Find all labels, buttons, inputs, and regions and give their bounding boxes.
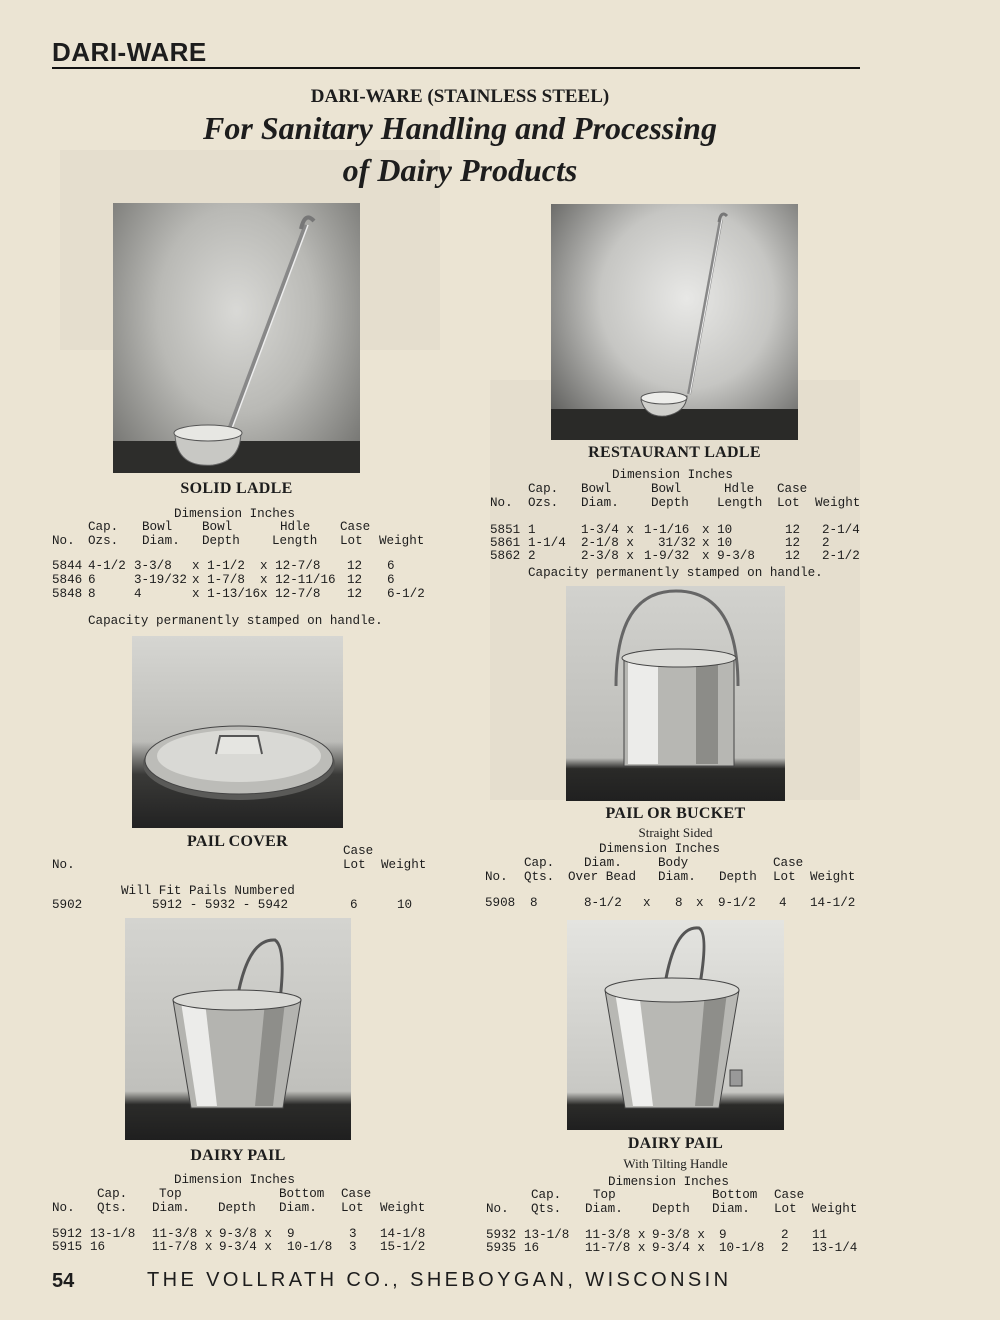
dairy-pail-group-label: Dimension Inches bbox=[174, 1173, 295, 1187]
cell-fits: 5912 - 5932 - 5942 bbox=[152, 898, 289, 912]
header-depth: Depth bbox=[218, 1201, 256, 1215]
header-ozs: Ozs. bbox=[528, 496, 559, 510]
cell-depth: x 1-1/2 bbox=[192, 559, 245, 573]
header-body: Body bbox=[658, 856, 689, 870]
cell-weight: 6 bbox=[387, 559, 395, 573]
cell-diam: 2-1/8 x bbox=[581, 536, 634, 550]
cell-diam: 4 bbox=[134, 587, 142, 601]
header-lot: Lot bbox=[777, 496, 800, 510]
cell-weight: 15-1/2 bbox=[380, 1240, 426, 1254]
cell-length: x 10 bbox=[702, 523, 733, 537]
cell-weight: 2-1/4 bbox=[822, 523, 860, 537]
cell-depth: 9-3/8 x bbox=[652, 1228, 705, 1242]
bucket-icon bbox=[566, 586, 785, 801]
header-top: Top bbox=[593, 1188, 616, 1202]
cell-case: 12 bbox=[347, 587, 363, 601]
cell-cap: 1-1/4 bbox=[528, 536, 566, 550]
footer-company: THE VOLLRATH CO., SHEBOYGAN, WISCONSIN bbox=[147, 1269, 732, 1291]
cell-top: 11-3/8 x bbox=[152, 1227, 213, 1241]
cell-no: 5915 bbox=[52, 1240, 83, 1254]
solid-ladle-photo bbox=[113, 203, 360, 473]
header-no: No. bbox=[52, 1201, 75, 1215]
pail-cover-fit-note: Will Fit Pails Numbered bbox=[121, 884, 295, 898]
solid-ladle-header-case: Case bbox=[340, 520, 371, 534]
section-header: DARI-WARE bbox=[52, 37, 207, 67]
cell-top: 11-7/8 x bbox=[152, 1240, 213, 1254]
solid-ladle-header-depth: Depth bbox=[202, 534, 240, 548]
solid-ladle-note: Capacity permanently stamped on handle. bbox=[88, 614, 383, 628]
cell-no: 5912 bbox=[52, 1227, 83, 1241]
cell-no: 5846 bbox=[52, 573, 83, 587]
script-title-line2: of Dairy Products bbox=[342, 152, 578, 188]
header-qts: Qts. bbox=[531, 1202, 562, 1216]
dairy-pail-tilting-subtitle: With Tilting Handle bbox=[623, 1156, 728, 1171]
cell-diam: 3-3/8 bbox=[134, 559, 172, 573]
pail-cover-header-case: Case bbox=[343, 844, 374, 858]
cell-case: 2 bbox=[781, 1241, 789, 1255]
ladle-icon bbox=[551, 204, 798, 440]
ladle-icon bbox=[113, 203, 360, 473]
cell-case: 12 bbox=[347, 573, 363, 587]
solid-ladle-group-label: Dimension Inches bbox=[174, 507, 295, 521]
header-lot: Lot bbox=[773, 870, 796, 884]
cell-no: 5908 bbox=[485, 896, 516, 910]
cell-length: x 12-7/8 bbox=[260, 587, 321, 601]
cell-depth: 9-1/2 bbox=[718, 896, 756, 910]
cell-cap: 13-1/8 bbox=[90, 1227, 136, 1241]
dairy-pail-tilting-photo bbox=[567, 920, 784, 1130]
cell-weight: 14-1/2 bbox=[810, 896, 856, 910]
cell-cap: 8 bbox=[88, 587, 96, 601]
cell-cap: 4-1/2 bbox=[88, 559, 126, 573]
cell-length: x 12-11/16 bbox=[260, 573, 336, 587]
cell-weight: 11 bbox=[812, 1228, 828, 1242]
cell-depth: 1-1/16 bbox=[644, 523, 690, 537]
pail-icon bbox=[125, 918, 351, 1140]
pail-bucket-photo bbox=[566, 586, 785, 801]
cell-depth: 9-3/8 x bbox=[219, 1227, 272, 1241]
cell-case: 12 bbox=[785, 536, 801, 550]
cell-no: 5851 bbox=[490, 523, 521, 537]
header-top-diam: Diam. bbox=[152, 1201, 190, 1215]
cell-weight: 10 bbox=[397, 898, 413, 912]
solid-ladle-header-bowl2: Bowl bbox=[202, 520, 233, 534]
cell-body: 8 bbox=[675, 896, 683, 910]
pail-cover-header-lot: Lot bbox=[343, 858, 366, 872]
pail-cover-title: PAIL COVER bbox=[187, 833, 288, 850]
cell-cap: 8 bbox=[530, 896, 538, 910]
pail-cover-photo bbox=[132, 636, 343, 828]
header-length: Length bbox=[717, 496, 763, 510]
header-case: Case bbox=[777, 482, 808, 496]
dairy-pail-photo bbox=[125, 918, 351, 1140]
header-depth: Depth bbox=[652, 1202, 690, 1216]
lid-icon bbox=[132, 636, 343, 828]
header-top: Top bbox=[159, 1187, 182, 1201]
header-lot: Lot bbox=[341, 1201, 364, 1215]
solid-ladle-header-diam: Diam. bbox=[142, 534, 180, 548]
pail-cover-header-weight: Weight bbox=[381, 858, 427, 872]
solid-ladle-header-length: Length bbox=[272, 534, 318, 548]
cell-case: 6 bbox=[350, 898, 358, 912]
pail-bucket-title: PAIL OR BUCKET bbox=[605, 805, 746, 822]
header-depth: Depth bbox=[651, 496, 689, 510]
header-bottom: Bottom bbox=[279, 1187, 325, 1201]
header-depth: Depth bbox=[719, 870, 757, 884]
restaurant-ladle-photo bbox=[551, 204, 798, 440]
header-bottom: Bottom bbox=[712, 1188, 758, 1202]
cell-case: 2 bbox=[781, 1228, 789, 1242]
dairy-pail-tilting-title: DAIRY PAIL bbox=[627, 1135, 724, 1152]
header-body-diam: Diam. bbox=[658, 870, 696, 884]
solid-ladle-title: SOLID LADLE bbox=[180, 480, 293, 497]
cell-weight: 6-1/2 bbox=[387, 587, 425, 601]
page-title: DARI-WARE (STAINLESS STEEL) bbox=[310, 86, 610, 107]
cell-x: x bbox=[696, 896, 704, 910]
dairy-pail-tilting-group-label: Dimension Inches bbox=[608, 1175, 729, 1189]
cell-bottom: 10-1/8 bbox=[719, 1241, 765, 1255]
cell-case: 12 bbox=[785, 523, 801, 537]
solid-ladle-header-bowl: Bowl bbox=[142, 520, 173, 534]
cell-cap: 16 bbox=[524, 1241, 540, 1255]
pail-bucket-group-label: Dimension Inches bbox=[599, 842, 720, 856]
header-no: No. bbox=[485, 870, 508, 884]
header-bowl: Bowl bbox=[581, 482, 612, 496]
pail-cover-header-no: No. bbox=[52, 858, 75, 872]
header-cap: Cap. bbox=[524, 856, 555, 870]
cell-top: 11-7/8 x bbox=[585, 1241, 646, 1255]
cell-weight: 6 bbox=[387, 573, 395, 587]
solid-ladle-header-ozs: Ozs. bbox=[88, 534, 119, 548]
cell-case: 3 bbox=[349, 1227, 357, 1241]
header-over-bead: Over Bead bbox=[568, 870, 637, 884]
cell-case: 4 bbox=[779, 896, 787, 910]
cell-no: 5861 bbox=[490, 536, 521, 550]
cell-diam: 1-3/4 x bbox=[581, 523, 634, 537]
cell-no: 5935 bbox=[486, 1241, 517, 1255]
header-bottom-diam: Diam. bbox=[712, 1202, 750, 1216]
solid-ladle-header-no: No. bbox=[52, 534, 75, 548]
header-qts: Qts. bbox=[524, 870, 555, 884]
header-case: Case bbox=[341, 1187, 372, 1201]
cell-diam: 2-3/8 x bbox=[581, 549, 634, 563]
cell-cap: 1 bbox=[528, 523, 536, 537]
cell-no: 5848 bbox=[52, 587, 83, 601]
cell-cap: 6 bbox=[88, 573, 96, 587]
header-no: No. bbox=[490, 496, 513, 510]
cell-weight: 14-1/8 bbox=[380, 1227, 426, 1241]
cell-weight: 13-1/4 bbox=[812, 1241, 858, 1255]
cell-depth: 1-9/32 bbox=[644, 549, 690, 563]
cell-depth: x 1-7/8 bbox=[192, 573, 245, 587]
header-cap: Cap. bbox=[531, 1188, 562, 1202]
header-case: Case bbox=[773, 856, 804, 870]
solid-ladle-header-hdle: Hdle bbox=[280, 520, 311, 534]
header-hdle: Hdle bbox=[724, 482, 755, 496]
cell-depth: 31/32 bbox=[658, 536, 696, 550]
header-cap: Cap. bbox=[528, 482, 559, 496]
restaurant-ladle-note: Capacity permanently stamped on handle. bbox=[528, 566, 823, 580]
header-diam: Diam. bbox=[581, 496, 619, 510]
header-bottom-diam: Diam. bbox=[279, 1201, 317, 1215]
solid-ladle-header-lot: Lot bbox=[340, 534, 363, 548]
header-no: No. bbox=[486, 1202, 509, 1216]
header-weight: Weight bbox=[380, 1201, 426, 1215]
cell-cap: 16 bbox=[90, 1240, 106, 1254]
cell-depth: x 1-13/16 bbox=[192, 587, 261, 601]
cell-diam: 8-1/2 bbox=[584, 896, 622, 910]
cell-no: 5932 bbox=[486, 1228, 517, 1242]
header-weight: Weight bbox=[815, 496, 861, 510]
cell-cap: 13-1/8 bbox=[524, 1228, 570, 1242]
restaurant-ladle-title: RESTAURANT LADLE bbox=[588, 444, 761, 461]
cell-top: 11-3/8 x bbox=[585, 1228, 646, 1242]
header-lot: Lot bbox=[774, 1202, 797, 1216]
cell-length: x 10 bbox=[702, 536, 733, 550]
header-diam: Diam. bbox=[584, 856, 622, 870]
cell-case: 3 bbox=[349, 1240, 357, 1254]
cell-no: 5862 bbox=[490, 549, 521, 563]
script-title-line1: For Sanitary Handling and Processing bbox=[203, 110, 717, 146]
cell-weight: 2-1/2 bbox=[822, 549, 860, 563]
solid-ladle-header-weight: Weight bbox=[379, 534, 425, 548]
cell-length: x 12-7/8 bbox=[260, 559, 321, 573]
header-weight: Weight bbox=[810, 870, 856, 884]
cell-depth: 9-3/4 x bbox=[652, 1241, 705, 1255]
header-top-diam: Diam. bbox=[585, 1202, 623, 1216]
cell-case: 12 bbox=[785, 549, 801, 563]
header-case: Case bbox=[774, 1188, 805, 1202]
cell-no: 5844 bbox=[52, 559, 83, 573]
solid-ladle-header-cap: Cap. bbox=[88, 520, 119, 534]
cell-length: x 9-3/8 bbox=[702, 549, 755, 563]
cell-bottom: 10-1/8 bbox=[287, 1240, 333, 1254]
cell-cap: 2 bbox=[528, 549, 536, 563]
cell-diam: 3-19/32 bbox=[134, 573, 187, 587]
page-number: 54 bbox=[52, 1270, 75, 1292]
pail-bucket-subtitle: Straight Sided bbox=[638, 825, 713, 840]
pail-icon bbox=[567, 920, 784, 1130]
cell-case: 12 bbox=[347, 559, 363, 573]
header-cap: Cap. bbox=[97, 1187, 128, 1201]
cell-bottom: 9 bbox=[719, 1228, 727, 1242]
cell-depth: 9-3/4 x bbox=[219, 1240, 272, 1254]
cell-bottom: 9 bbox=[287, 1227, 295, 1241]
cell-x: x bbox=[643, 896, 651, 910]
restaurant-ladle-group-label: Dimension Inches bbox=[612, 468, 733, 482]
header-rule bbox=[52, 67, 860, 69]
header-weight: Weight bbox=[812, 1202, 858, 1216]
header-qts: Qts. bbox=[97, 1201, 128, 1215]
cell-no: 5902 bbox=[52, 898, 83, 912]
dairy-pail-title: DAIRY PAIL bbox=[190, 1147, 286, 1164]
cell-weight: 2 bbox=[822, 536, 830, 550]
header-bowl2: Bowl bbox=[651, 482, 682, 496]
